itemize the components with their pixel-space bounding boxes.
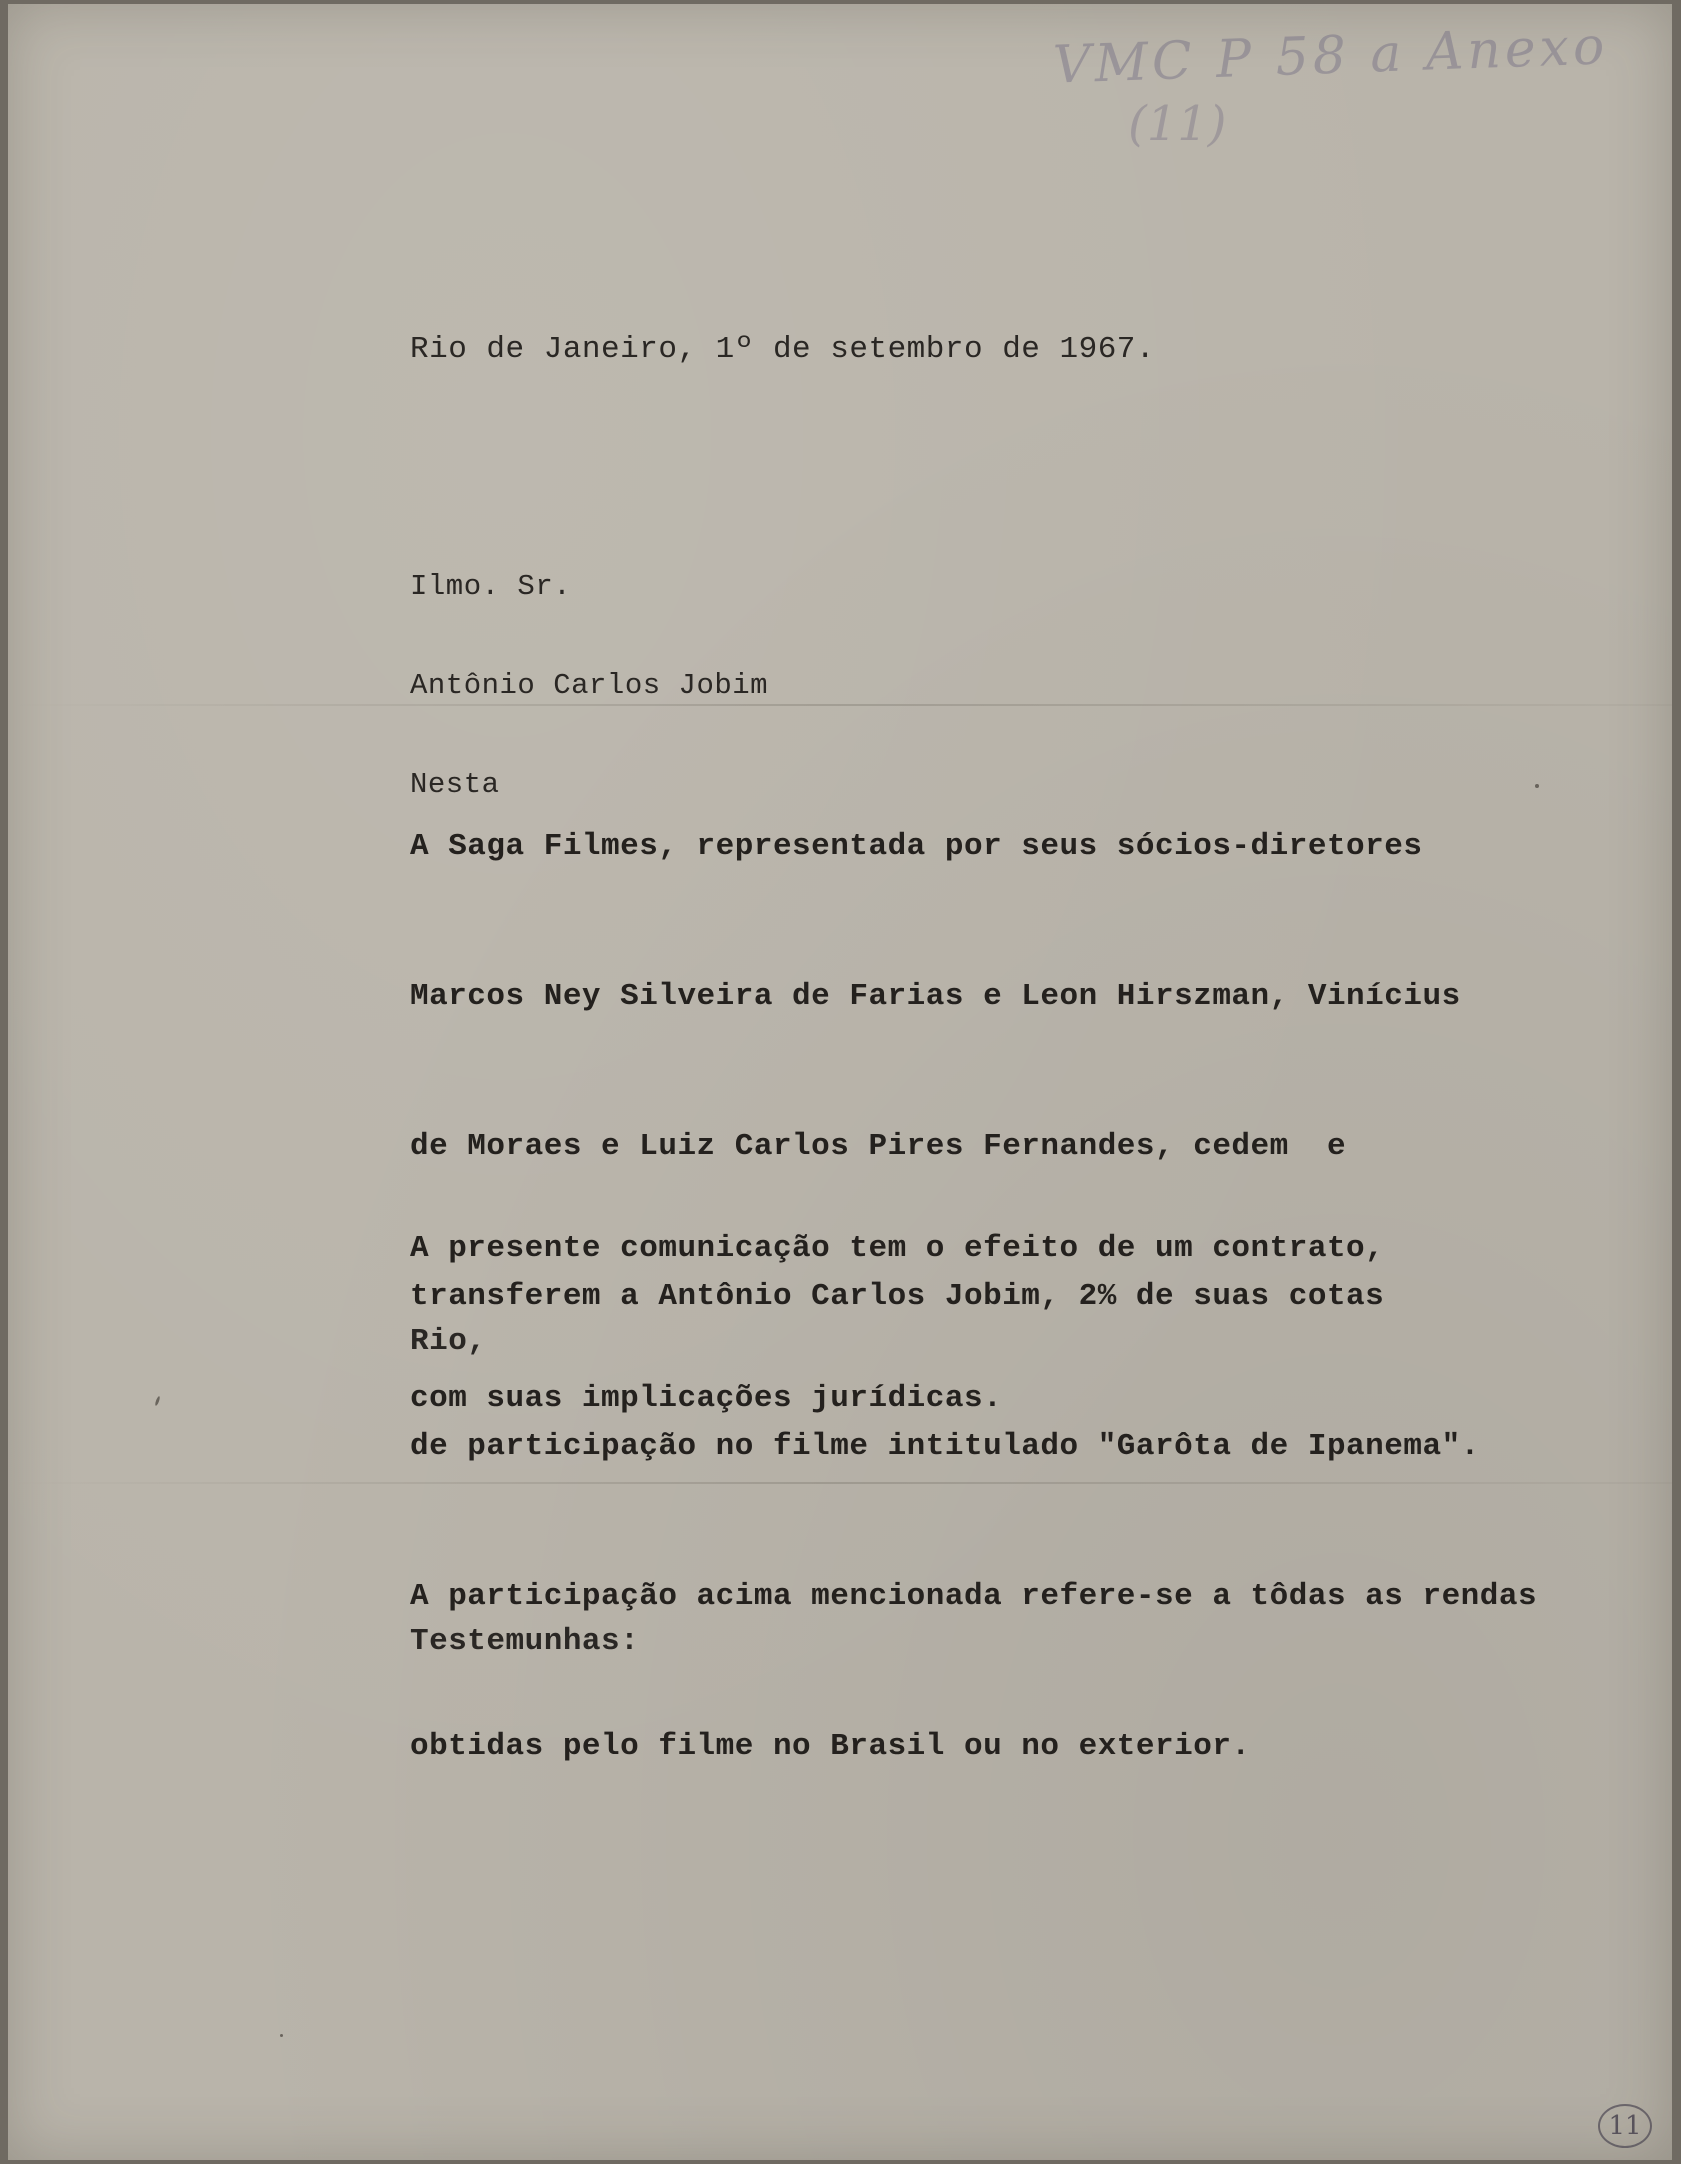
body-line: transferem a Antônio Carlos Jobim, 2% de suas cotas bbox=[410, 1279, 1385, 1314]
body-line: A Saga Filmes, representada por seus sócios-diretores bbox=[410, 829, 1423, 864]
addressee-name: Antônio Carlos Jobim bbox=[410, 669, 769, 702]
date-line: Rio de Janeiro, 1º de setembro de 1967. bbox=[410, 332, 1156, 367]
closing-line: com suas implicações jurídicas. bbox=[410, 1381, 1003, 1416]
paper-speck bbox=[154, 1396, 160, 1406]
paper-speck bbox=[1535, 784, 1539, 788]
signature-place: Rio, bbox=[410, 1324, 487, 1359]
body-line: A participação acima mencionada refere-se a tôdas as rendas bbox=[410, 1579, 1538, 1614]
addressee-location: Nesta bbox=[410, 768, 500, 801]
body-line: Marcos Ney Silveira de Farias e Leon Hirszman, Vinícius bbox=[410, 979, 1461, 1014]
paper-speck bbox=[280, 2034, 283, 2037]
body-line: de participação no filme intitulado "Garôta de Ipanema". bbox=[410, 1429, 1480, 1464]
archive-annotation: VMC P 58 a Anexo bbox=[1052, 16, 1610, 96]
document-page bbox=[8, 4, 1672, 2160]
closing-line: A presente comunicação tem o efeito de um contrato, bbox=[410, 1231, 1385, 1266]
archive-annotation-number: (11) bbox=[1128, 96, 1227, 152]
page-number-stamp: 11 bbox=[1598, 2104, 1652, 2148]
body-line: obtidas pelo filme no Brasil ou no exterior. bbox=[410, 1729, 1251, 1764]
witnesses-label: Testemunhas: bbox=[410, 1624, 640, 1659]
paper-crease bbox=[8, 704, 1672, 706]
body-line: de Moraes e Luiz Carlos Pires Fernandes, cedem e bbox=[410, 1129, 1347, 1164]
closing-paragraph bbox=[410, 1124, 1384, 1524]
addressee-salutation: Ilmo. Sr. bbox=[410, 570, 572, 603]
